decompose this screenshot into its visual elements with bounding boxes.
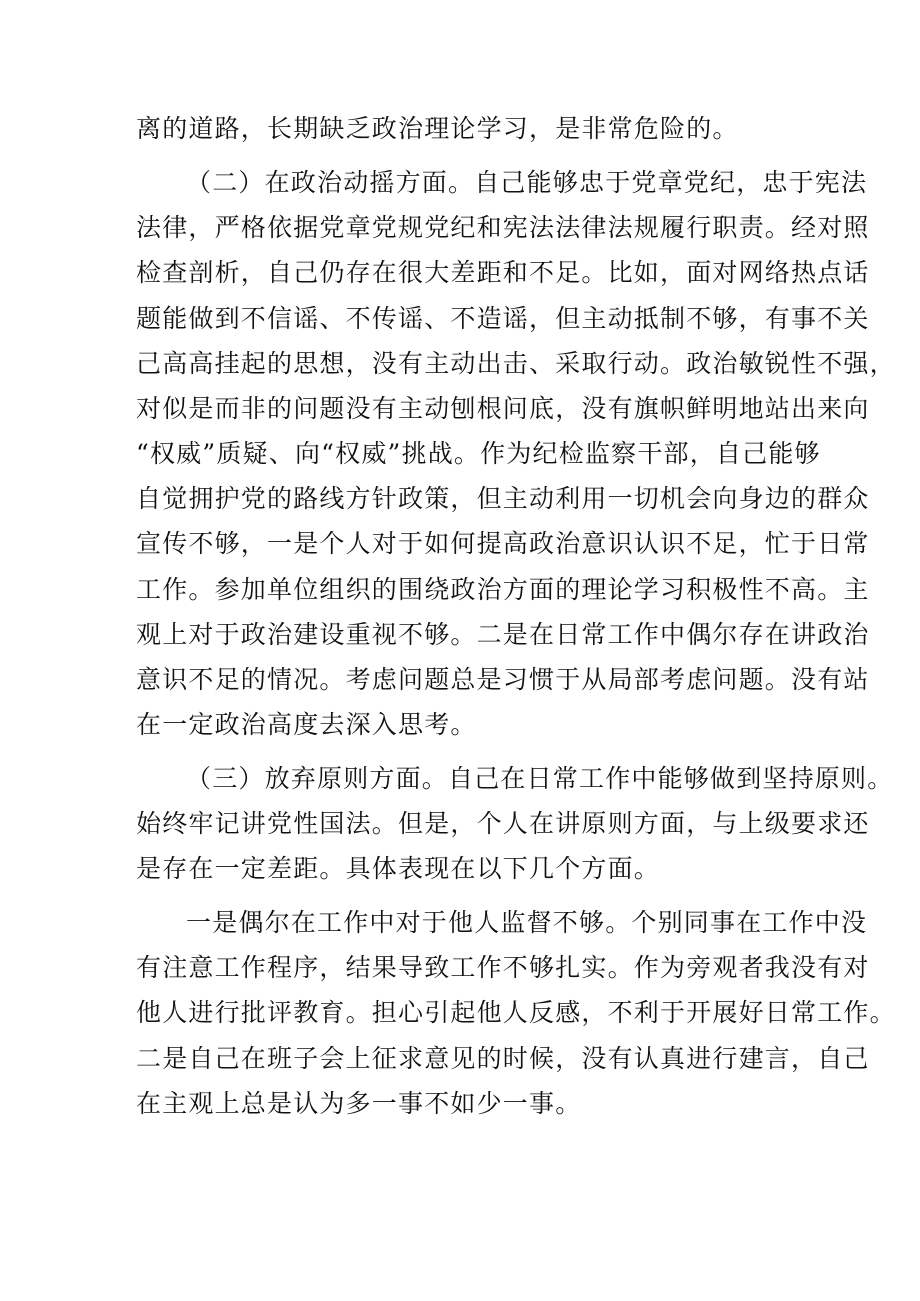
text-line: 意识不足的情况。考虑问题总是习惯于从局部考虑问题。没有站 <box>136 665 870 694</box>
text-line: 一是偶尔在工作中对于他人监督不够。个别同事在工作中没 <box>186 908 868 937</box>
text-line: 有注意工作程序，结果导致工作不够扎实。作为旁观者我没有对 <box>136 953 870 982</box>
text-line: 观上对于政治建设重视不够。二是在日常工作中偶尔存在讲政治 <box>136 620 870 649</box>
text-line: 法律，严格依据党章党规党纪和宪法法律法规履行职责。经对照 <box>136 213 870 242</box>
text-line: “权威”质疑、向“权威”挑战。作为纪检监察干部，自己能够 <box>136 439 821 468</box>
text-line: 在一定政治高度去深入思考。 <box>136 710 477 739</box>
text-line: 宣传不够，一是个人对于如何提高政治意识认识不足，忙于日常 <box>136 529 870 558</box>
text-line: 离的道路，长期缺乏政治理论学习，是非常危险的。 <box>136 114 739 143</box>
text-line: 自觉拥护党的路线方针政策，但主动利用一切机会向身边的群众 <box>136 484 870 513</box>
text-line: 他人进行批评教育。担心引起他人反感，不利于开展好日常工作。 <box>136 998 896 1027</box>
text-line: 是存在一定差距。具体表现在以下几个方面。 <box>136 854 661 883</box>
text-line: 在主观上总是认为多一事不如少一事。 <box>136 1089 582 1118</box>
text-line: 二是自己在班子会上征求意见的时候，没有认真进行建言，自己 <box>136 1044 870 1073</box>
text-line: 己高高挂起的思想，没有主动出击、采取行动。政治敏锐性不强， <box>136 349 896 378</box>
text-line: 对似是而非的问题没有主动刨根问底，没有旗帜鲜明地站出来向 <box>136 394 870 423</box>
text-line: 始终牢记讲党性国法。但是，个人在讲原则方面，与上级要求还 <box>136 809 870 838</box>
text-line: （三）放弃原则方面。自己在日常工作中能够做到坚持原则。 <box>186 764 894 793</box>
text-line: 工作。参加单位组织的围绕政治方面的理论学习积极性不高。主 <box>136 575 870 604</box>
text-line: （二）在政治动摇方面。自己能够忠于党章党纪，忠于宪法 <box>186 168 868 197</box>
text-line: 检查剖析，自己仍存在很大差距和不足。比如，面对网络热点话 <box>136 258 870 287</box>
text-line: 题能做到不信谣、不传谣、不造谣，但主动抵制不够，有事不关 <box>136 304 870 333</box>
